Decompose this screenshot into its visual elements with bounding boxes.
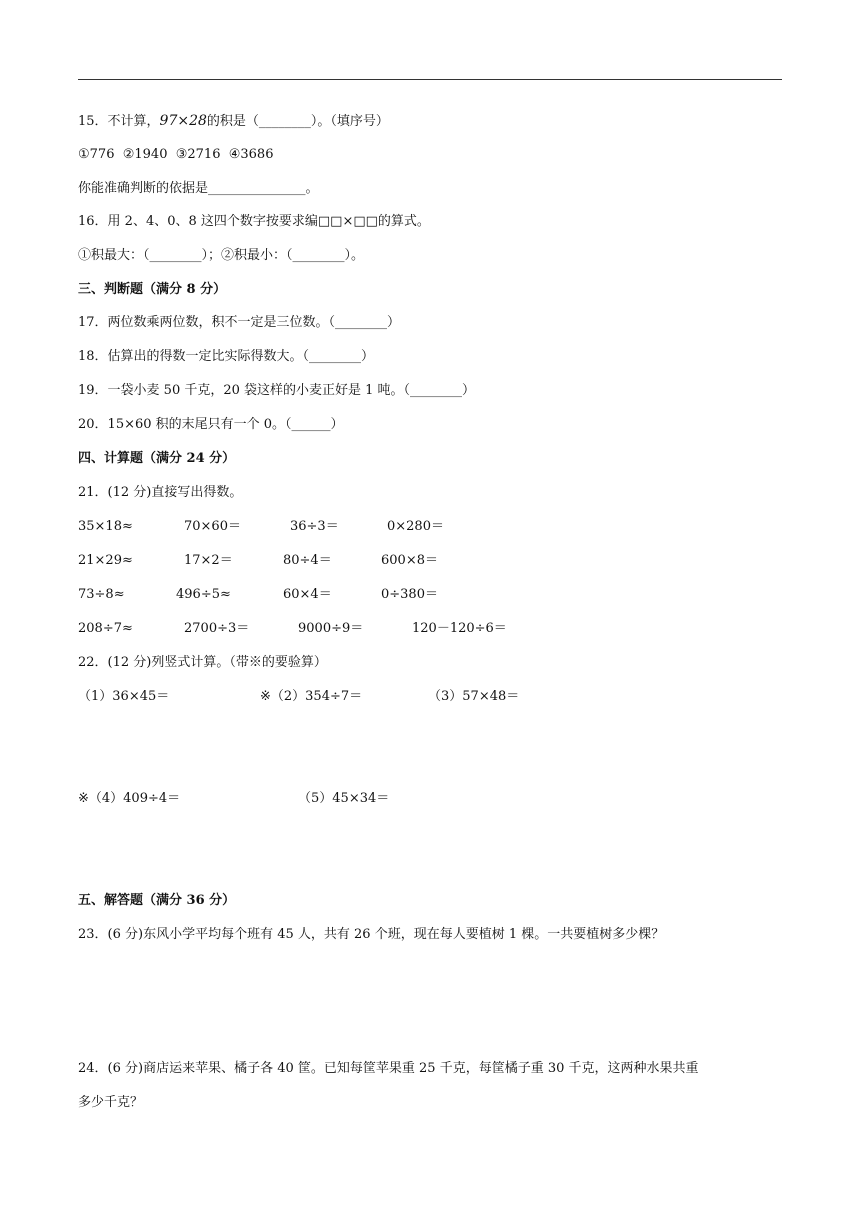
q22-item-1: （1）36×45＝ (78, 689, 170, 704)
q15-suffix: 的积是（________）。（填序号） (206, 114, 389, 129)
calc-item: 9000÷9＝ (298, 621, 364, 636)
question-18: 18．估算出的得数一定比实际得数大。（________） (78, 349, 375, 364)
question-17: 17．两位数乘两位数，积不一定是三位数。（________） (78, 315, 401, 330)
calc-item: 35×18≈ (78, 519, 133, 534)
q15-prefix: 15．不计算， (78, 114, 160, 129)
question-20: 20．15×60 积的末尾只有一个 0。（______） (78, 417, 344, 432)
q15-basis: 你能准确判断的依据是_______________。 (78, 181, 319, 196)
question-16: 16．用 2、4、0、8 这四个数字按要求编□□×□□的算式。 (78, 214, 430, 229)
section-4-heading: 四、计算题（满分 24 分） (78, 451, 236, 466)
calc-item: 60×4＝ (283, 587, 332, 602)
calc-item: 0÷380＝ (381, 587, 438, 602)
question-24-line-1: 24．(6 分)商店运来苹果、橘子各 40 筐。已知每筐苹果重 25 千克，每筐橘子重 30 千克，这两种水果共重 (78, 1061, 699, 1076)
calc-item: 17×2＝ (184, 553, 233, 568)
calc-item: 2700÷3＝ (184, 621, 250, 636)
calc-item: 0×280＝ (387, 519, 444, 534)
section-3-heading: 三、判断题（满分 8 分） (78, 282, 227, 297)
q22-item-5: （5）45×34＝ (298, 791, 390, 806)
q15-expression: 97×28 (159, 113, 207, 129)
calc-item: 120－120÷6＝ (412, 621, 507, 636)
q16-answers: ①积最大：（________）；②积最小：（________）。 (78, 248, 365, 263)
header-rule (78, 79, 782, 80)
q15-options: ①776 ②1940 ③2716 ④3686 (78, 147, 274, 162)
calc-item: 70×60＝ (184, 519, 241, 534)
question-24-line-2: 多少千克？ (78, 1095, 144, 1110)
calc-item: 80÷4＝ (283, 553, 332, 568)
calc-item: 496÷5≈ (176, 587, 231, 602)
question-22: 22．(12 分)列竖式计算。（带※的要验算） (78, 655, 327, 670)
q22-item-4: ※（4）409÷4＝ (78, 791, 181, 806)
calc-item: 21×29≈ (78, 553, 133, 568)
calc-item: 73÷8≈ (78, 587, 125, 602)
question-15 (78, 112, 389, 131)
calc-item: 600×8＝ (381, 553, 438, 568)
q22-item-3: （3）57×48＝ (428, 689, 520, 704)
calc-item: 208÷7≈ (78, 621, 133, 636)
question-21: 21．(12 分)直接写出得数。 (78, 485, 243, 500)
question-19: 19．一袋小麦 50 千克，20 袋这样的小麦正好是 1 吨。（________） (78, 383, 476, 398)
question-23: 23．(6 分)东风小学平均每个班有 45 人，共有 26 个班，现在每人要植树 1 棵。一共要植树多少棵？ (78, 927, 665, 942)
calc-item: 36÷3＝ (290, 519, 339, 534)
q22-item-2: ※（2）354÷7＝ (260, 689, 363, 704)
section-5-heading: 五、解答题（满分 36 分） (78, 893, 236, 908)
